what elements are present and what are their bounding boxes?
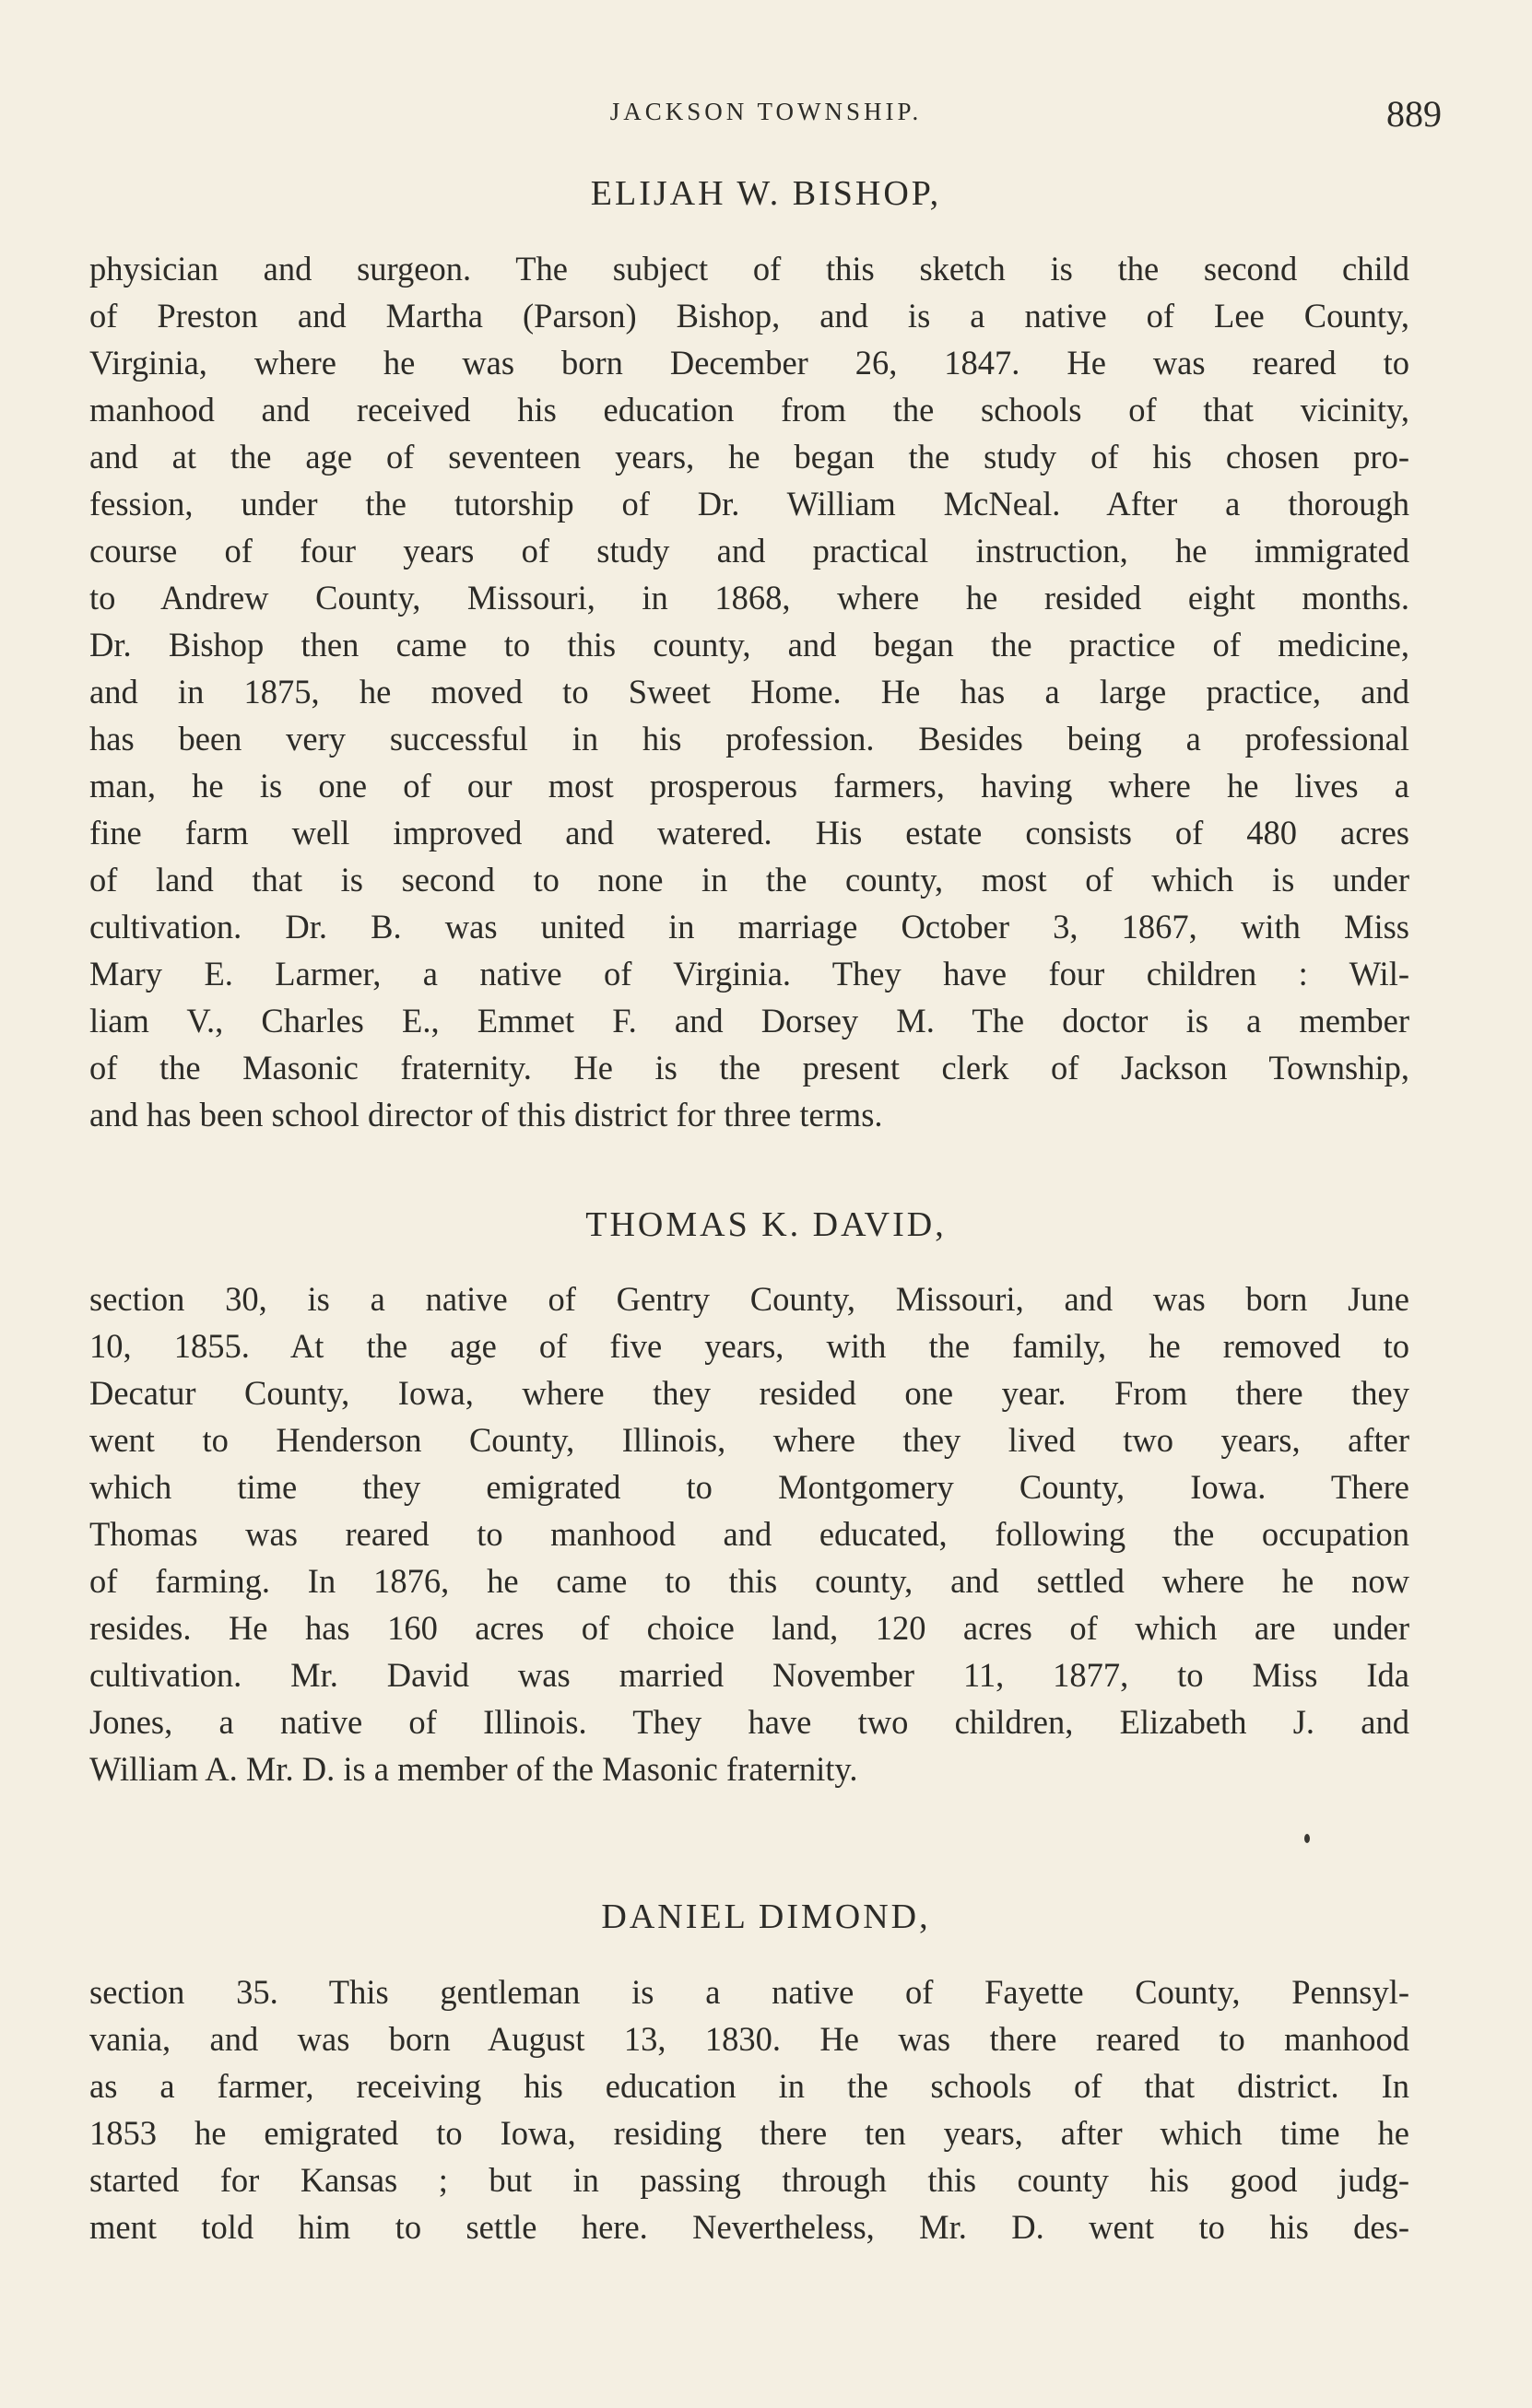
section-heading-david: THOMAS K. DAVID, (585, 1205, 947, 1244)
text-line: Mary E. Larmer, a native of Virginia. They have four children : Wil- (89, 955, 1409, 993)
text-line: fine farm well improved and watered. His estate consists of 480 acres (89, 814, 1409, 852)
text-line: manhood and received his education from the schools of that vicinity, (89, 391, 1409, 429)
text-line: fession, under the tutorship of Dr. William McNeal. After a thorough (89, 485, 1409, 523)
text-line: course of four years of study and practical instruction, he immigrated (89, 532, 1409, 570)
running-title: JACKSON TOWNSHIP. (609, 98, 923, 125)
text-line: cultivation. Dr. B. was united in marriage October 3, 1867, with Miss (89, 908, 1409, 946)
section-heading-dimond: DANIEL DIMOND, (601, 1897, 931, 1936)
running-head (0, 92, 1532, 138)
text-line: of farming. In 1876, he came to this county, and settled where he now (89, 1562, 1409, 1600)
text-line: section 35. This gentleman is a native of Fayette County, Pennsyl- (89, 1973, 1409, 2011)
ink-speck (1304, 1834, 1310, 1843)
section-body-dimond (89, 1968, 1409, 2250)
text-line: has been very successful in his profession. Besides being a professional (89, 720, 1409, 758)
section-body-david (89, 1275, 1409, 1792)
text-line: and in 1875, he moved to Sweet Home. He has a large practice, and (89, 673, 1409, 711)
text-line: of land that is second to none in the county, most of which is under (89, 861, 1409, 899)
text-line: of Preston and Martha (Parson) Bishop, and is a native of Lee County, (89, 297, 1409, 335)
text-line: Jones, a native of Illinois. They have two children, Elizabeth J. and (89, 1703, 1409, 1741)
text-line: section 30, is a native of Gentry County, Missouri, and was born June (89, 1280, 1409, 1318)
text-line: physician and surgeon. The subject of this sketch is the second child (89, 250, 1409, 288)
text-line: Thomas was reared to manhood and educated, following the occupation (89, 1515, 1409, 1553)
text-line: vania, and was born August 13, 1830. He was there reared to manhood (89, 2020, 1409, 2058)
text-line: went to Henderson County, Illinois, where they lived two years, after (89, 1421, 1409, 1459)
text-line: 1853 he emigrated to Iowa, residing there ten years, after which time he (89, 2114, 1409, 2152)
text-line: cultivation. Mr. David was married November 11, 1877, to Miss Ida (89, 1656, 1409, 1694)
text-line: William A. Mr. D. is a member of the Masonic fraternity. (89, 1750, 858, 1788)
text-line: to Andrew County, Missouri, in 1868, where he resided eight months. (89, 579, 1409, 617)
text-line: as a farmer, receiving his education in the schools of that district. In (89, 2067, 1409, 2105)
text-line: and has been school director of this district for three terms. (89, 1096, 883, 1134)
text-line: 10, 1855. At the age of five years, with the family, he removed to (89, 1327, 1409, 1365)
section-heading-bishop: ELIJAH W. BISHOP, (590, 174, 942, 213)
page-number: 889 (1386, 93, 1442, 135)
text-line: of the Masonic fraternity. He is the present clerk of Jackson Township, (89, 1049, 1409, 1087)
text-line: started for Kansas ; but in passing through this county his good judg- (89, 2161, 1409, 2199)
text-line: ment told him to settle here. Nevertheless, Mr. D. went to his des- (89, 2208, 1409, 2246)
text-line: liam V., Charles E., Emmet F. and Dorsey M. The doctor is a member (89, 1002, 1409, 1040)
text-line: Decatur County, Iowa, where they resided one year. From there they (89, 1374, 1409, 1412)
text-line: Virginia, where he was born December 26, 1847. He was reared to (89, 344, 1409, 382)
text-line: man, he is one of our most prosperous farmers, having where he lives a (89, 767, 1409, 805)
text-line: and at the age of seventeen years, he began the study of his chosen pro- (89, 438, 1409, 476)
text-line: which time they emigrated to Montgomery County, Iowa. There (89, 1468, 1409, 1506)
section-body-bishop (89, 245, 1409, 1138)
text-line: Dr. Bishop then came to this county, and began the practice of medicine, (89, 626, 1409, 664)
text-line: resides. He has 160 acres of choice land, 120 acres of which are under (89, 1609, 1409, 1647)
